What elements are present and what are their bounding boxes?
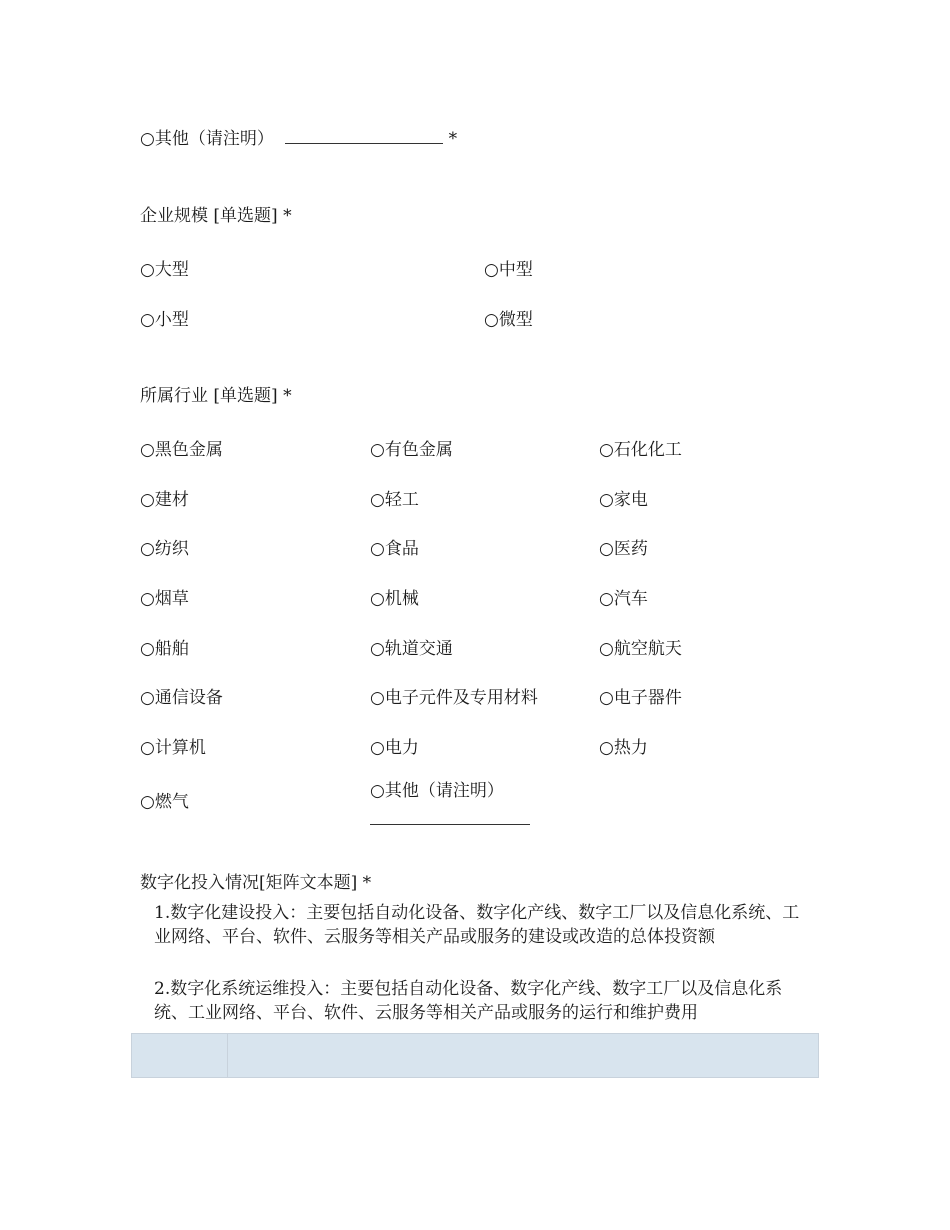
option-industry[interactable]: ○家电 [599, 490, 648, 510]
investment-description-1: 1.数字化建设投入：主要包括自动化设备、数字化产线、数字工厂以及信息化系统、工业网络、平台、软件、云服务等相关产品或服务的建设或改造的总体投资额 [154, 903, 800, 947]
option-industry[interactable]: ○电子器件 [599, 688, 682, 708]
option-industry[interactable]: ○通信设备 [140, 688, 223, 708]
option-industry[interactable]: ○食品 [370, 539, 419, 559]
option-industry[interactable]: ○船舶 [140, 639, 189, 659]
option-industry[interactable]: ○电子元件及专用材料 [370, 688, 538, 708]
option-industry[interactable]: ○热力 [599, 738, 648, 758]
investment-matrix-header [131, 1033, 819, 1078]
option-industry[interactable]: ○石化化工 [599, 440, 682, 460]
option-industry[interactable]: ○燃气 [140, 792, 189, 812]
option-size-medium[interactable]: ○中型 [484, 260, 533, 280]
option-industry[interactable]: ○纺织 [140, 539, 189, 559]
option-size-micro[interactable]: ○微型 [484, 310, 533, 330]
option-industry[interactable]: ○建材 [140, 490, 189, 510]
option-industry[interactable]: ○计算机 [140, 738, 206, 758]
industry-other-blank-field[interactable] [370, 810, 530, 825]
matrix-header-cell [228, 1034, 818, 1077]
option-industry[interactable]: ○烟草 [140, 589, 189, 609]
option-industry[interactable]: ○电力 [370, 738, 419, 758]
investment-description-2: 2.数字化系统运维投入：主要包括自动化设备、数字化产线、数字工厂以及信息化系统、工业网络、平台、软件、云服务等相关产品或服务的运行和维护费用 [154, 979, 783, 1023]
option-industry[interactable]: ○机械 [370, 589, 419, 609]
option-industry[interactable]: ○轨道交通 [370, 639, 453, 659]
option-industry[interactable]: ○航空航天 [599, 639, 682, 659]
required-marker: * [448, 129, 458, 149]
question-title-industry: 所属行业 [单选题] * [140, 386, 292, 406]
matrix-header-cell [132, 1034, 228, 1077]
other-blank-field[interactable] [285, 129, 443, 144]
option-industry[interactable]: ○有色金属 [370, 440, 453, 460]
question-title-investment: 数字化投入情况[矩阵文本题] * [140, 873, 372, 893]
option-industry[interactable]: ○医药 [599, 539, 648, 559]
option-industry-other[interactable]: ○其他（请注明） [370, 781, 504, 801]
question-title-size: 企业规模 [单选题] * [140, 206, 292, 226]
option-industry[interactable]: ○汽车 [599, 589, 648, 609]
option-size-small[interactable]: ○小型 [140, 310, 189, 330]
option-industry[interactable]: ○黑色金属 [140, 440, 223, 460]
other-option[interactable] [140, 128, 457, 150]
option-size-large[interactable]: ○大型 [140, 260, 189, 280]
other-option-label: ○其他（请注明） [140, 129, 274, 149]
option-industry[interactable]: ○轻工 [370, 490, 419, 510]
